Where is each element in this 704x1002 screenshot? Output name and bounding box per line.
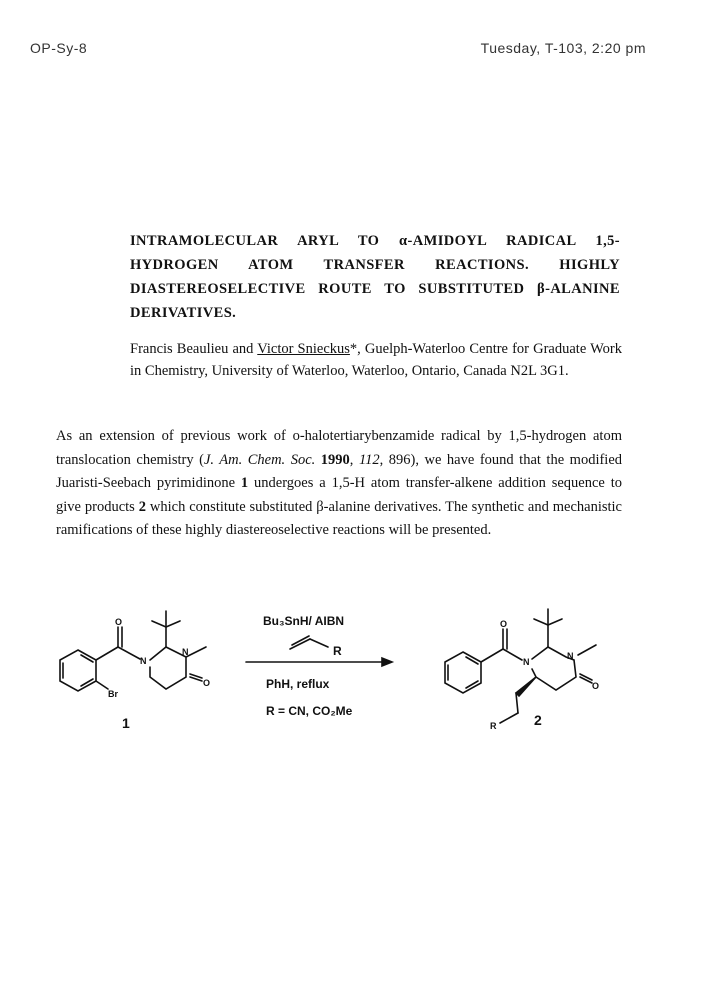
atom-br: Br bbox=[108, 689, 119, 699]
author-1: Francis Beaulieu bbox=[130, 341, 229, 357]
r-definition: R = CN, CO₂Me bbox=[266, 704, 353, 718]
compound-2-label: 2 bbox=[534, 712, 542, 728]
abstract-part-1: As an extension of previous work of o-halotertiarybenzamide radical by 1,5-hydrogen atom translocation chemistry ( bbox=[56, 428, 622, 468]
alkene-substituent: R bbox=[333, 644, 342, 658]
compound-1-label: 1 bbox=[122, 715, 130, 731]
journal-volume: 112 bbox=[358, 451, 380, 468]
affiliation: , Guelph-Waterloo Centre for Graduate Work in Chemistry, University of Waterloo, Waterloo, Ontario, Canada N2L 3G1. bbox=[130, 341, 622, 379]
atom-n-2a: N bbox=[523, 657, 530, 667]
atom-r: R bbox=[490, 721, 497, 731]
document-code: OP-Sy-8 bbox=[30, 40, 88, 56]
corresponding-star: * bbox=[349, 341, 358, 357]
authors-block bbox=[130, 338, 622, 382]
authors-and: and bbox=[232, 341, 254, 357]
author-2: Victor Snieckus bbox=[257, 341, 350, 357]
journal-pages: , 896), we have found that the modified Juaristi-Seebach pyrimidinone bbox=[56, 451, 623, 491]
paper-title: INTRAMOLECULAR ARYL TO α-AMIDOYL RADICAL 1,5-HYDROGEN ATOM TRANSFER REACTIONS. HIGHLY DIASTEREOSELECTIVE ROUTE TO SUBSTITUTED β-ALANINE DERIVATIVES. bbox=[130, 233, 620, 321]
compound-ref-1: 1 bbox=[240, 475, 249, 491]
abstract-part-2: undergoes a 1,5-H atom transfer-alkene addition sequence to give products bbox=[56, 475, 622, 515]
atom-o-2b: O bbox=[592, 681, 600, 691]
journal-name: J. Am. Chem. Soc. bbox=[203, 451, 316, 468]
atom-o-1: O bbox=[115, 617, 123, 627]
conditions: PhH, reflux bbox=[266, 677, 330, 691]
abstract: As an extension of previous work of o-halotertiarybenzamide radical by 1,5-hydrogen atom translocation chemistry (J. Am. Chem. Soc. 1990, 112, 896), we have found that the modified Juaristi-Seebach pyrimidinone 1 undergoes a 1,5-H atom transfer-alkene addition sequence to give products 2 which constitute substituted β-alanine derivatives. The synthetic and mechanistic ramifications of these highly diastereoselective reactions will be presented. bbox=[56, 428, 623, 538]
reaction-arrow bbox=[246, 636, 392, 666]
atom-n-2b: N bbox=[567, 651, 574, 661]
journal-year: 1990 bbox=[320, 451, 350, 468]
compound-ref-2: 2 bbox=[138, 498, 146, 515]
atom-o-2: O bbox=[500, 619, 508, 629]
compound-2-structure bbox=[445, 609, 596, 723]
atom-n-1b: N bbox=[182, 647, 189, 657]
abstract-part-3: which constitute substituted β-alanine derivatives. The synthetic and mechanistic ramifications of these highly diastereoselective reactions will be presented. bbox=[56, 498, 622, 538]
session-time: Tuesday, T-103, 2:20 pm bbox=[480, 40, 646, 56]
atom-o-1b: O bbox=[203, 678, 211, 688]
reagent-top: Bu₃SnH/ AIBN bbox=[263, 614, 345, 628]
reaction-scheme bbox=[0, 585, 704, 755]
atom-n-1a: N bbox=[140, 656, 147, 666]
